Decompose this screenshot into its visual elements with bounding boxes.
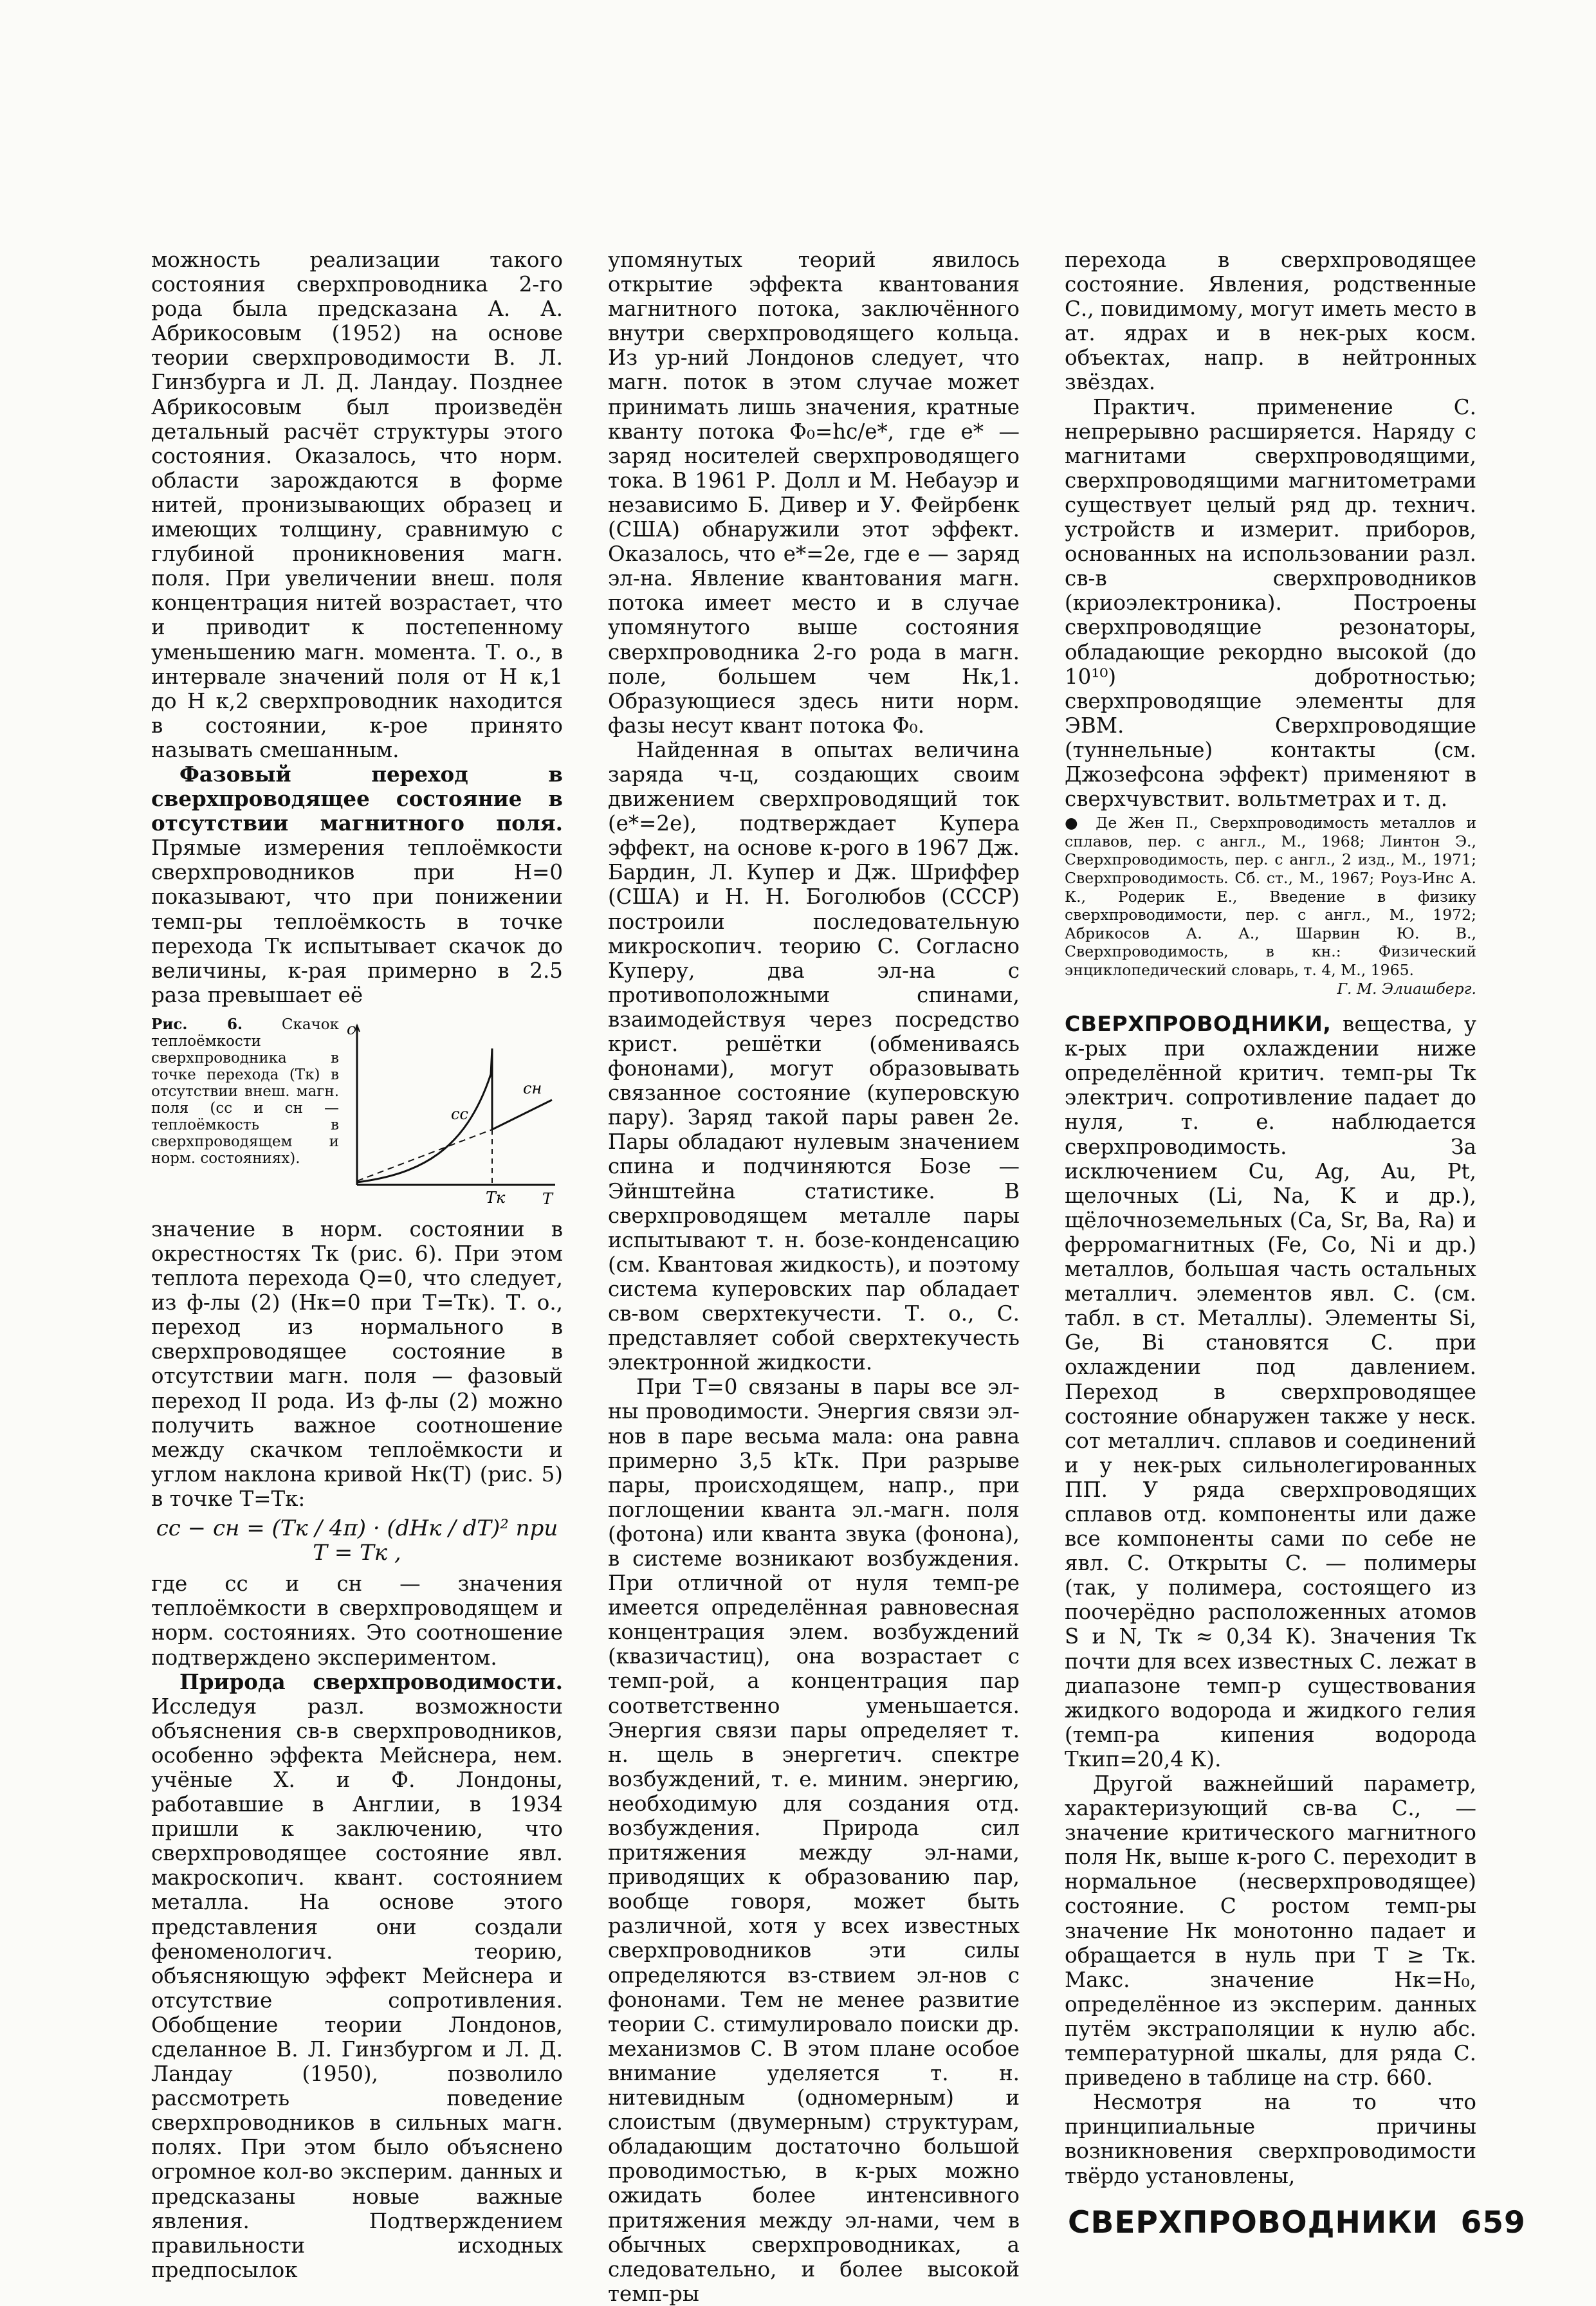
tick-label-tk: Tк <box>486 1188 506 1207</box>
figure-6 <box>151 1016 563 1209</box>
entry-title: СВЕРХПРОВОДНИКИ, <box>1065 1011 1332 1037</box>
author-signature: Г. М. Элиашберг. <box>1337 979 1476 998</box>
paragraph: перехода в сверхпроводящее состояние. Явления, родственные С., повидимому, могут иметь место в ат. ядрах и в нек-рых косм. объектах, напр. в нейтронных звёздах. <box>1065 248 1476 395</box>
normal-heat-capacity-extrapolation <box>357 1130 492 1181</box>
heat-capacity-graph <box>343 1016 562 1209</box>
paragraph: СВЕРХПРОВОДНИКИ, вещества, у к-рых при охлаждении ниже определённой критич. темп-ры Tк электрич. сопротивление падает до нуля, т. е. наблюдается сверхпроводимость. За исключением Cu, Ag, Au, Pt, щелочных (Li, Na, K и др.), щёлочноземельных (Ca, Sr, Ba, Ra) и ферромагнитных (Fe, Co, Ni и др.) металлов, большая часть остальных металлич. элементов явл. С. (см. табл. в ст. Металлы). Элементы Si, Ge, Bi становятся С. при охлаждении под давлением. Переход в сверхпроводящее состояние обнаружен также у неск. сот металлич. сплавов и соединений и у нек-рых сильнолегированных ПП. У ряда сверхпроводящих сплавов отд. компоненты или даже все компоненты сами по себе не явл. С. Открыты С. — полимеры (так, у полимера, состоящего из поочерёдно расположенных атомов S и N, Tк ≈ 0,34 К). Значения Tк почти для всех известных С. лежат в диапазоне темп-р существования жидкого водорода и жидкого гелия (темп-ра кипения водорода Tкип=20,4 К). <box>1065 1011 1476 1771</box>
section-heading-phase-transition: Фазовый переход в сверхпроводящее состояние в отсутствии магнитного поля. <box>151 761 563 836</box>
paragraph: можность реализации такого состояния сверхпроводника 2-го рода была предсказана А. А. Абрикосовым (1952) на основе теории сверхпроводимости В. Л. Гинзбурга и Л. Д. Ландау. Позднее Абрикосовым был произведён детальный расчёт структуры этого состояния. Оказалось, что норм. области зарождаются в форме нитей, пронизывающих образец и имеющих толщину, сравнимую с глубиной проникновения магн. поля. При увеличении внеш. поля концентрация нитей возрастает, что и приводит к постепенному уменьшению магн. момента. Т. о., в интервале значений поля от H к,1 до H к,2 сверхпроводник находится в состоянии, к-рое принято называть смешанным. <box>151 248 563 762</box>
normal-heat-capacity-line <box>492 1100 552 1130</box>
axis-label-c: c <box>347 1020 356 1038</box>
paragraph: Практич. применение С. непрерывно расширяется. Наряду с магнитами сверхпроводящими, сверхпроводящими магнитометрами существует целый ряд др. технич. устройств и измерит. приборов, основанных на использовании разл. св-в сверхпроводников (криоэлектроника). Построены сверхпроводящие резонаторы, обладающие рекордно высокой (до 10¹⁰) добротностью; сверхпроводящие элементы для ЭВМ. Сверхпроводящие (туннельные) контакты (см. Джозефсона эффект) применяют в сверхчувствит. вольтметрах и т. д. <box>1065 394 1476 812</box>
paragraph: Природа сверхпроводимости. Исследуя разл. возможности объяснения св-в сверхпроводников, особенно эффекта Мейснера, нем. учёные Х. и Ф. Лондоны, работавшие в Англии, в 1934 пришли к заключению, что сверхпроводящее состояние явл. макроскопич. квант. состоянием металла. На основе этого представления они создали феноменологич. теорию, объясняющую эффект Мейснера и отсутствие сопротивления. Обобщение теории Лондонов, сделанное В. Л. Гинзбургом и Л. Д. Ландау (1950), позволило рассмотреть поведение сверхпроводников в сильных магн. полях. При этом было объяснено огромное кол-во эксперим. данных и предсказаны новые важные явления. Подтверждением правильности исходных предпосылок <box>151 1669 563 2282</box>
paragraph: Несмотря на то что принципиальные причины возникновения сверхпроводимости твёрдо установлены, <box>1065 2090 1476 2188</box>
paragraph: упомянутых теорий явилось открытие эффекта квантования магнитного потока, заключённого внутри сверхпроводящего кольца. Из ур-ний Лондонов следует, что магн. поток в этом случае может принимать лишь значения, кратные кванту потока Φ₀=hc/e*, где e* — заряд носителей сверхпроводящего тока. В 1961 Р. Долл и М. Небауэр и независимо Б. Дивер и У. Фейрбенк (США) обнаружили этот эффект. Оказалось, что e*=2e, где e — заряд эл-на. Явление квантования магн. потока имеет место и в случае упомянутого выше состояния сверхпроводника 2-го рода в магн. поле, большем чем Hк,1. Образующиеся здесь нити норм. фазы несут квант потока Φ₀. <box>608 248 1020 738</box>
paragraph: где cс и cн — значения теплоёмкости в сверхпроводящем и норм. состояниях. Это соотношение подтверждено экспериментом. <box>151 1571 563 1670</box>
paragraph: При T=0 связаны в пары все эл-ны проводимости. Энергия связи эл-нов в паре весьма мала: она равна примерно 3,5 kTк. При разрыве пары, происходящем, напр., при поглощении кванта эл.-магн. поля (фотона) или кванта звука (фонона), в системе возникают возбуждения. При отличной от нуля темп-ре имеется определённая равновесная концентрация элем. возбуждений (квазичастиц), она возрастает с темп-рой, а концентрация пар соответственно уменьшается. Энергия связи пары определяет т. н. щель в энергетич. спектре возбуждений, т. е. миним. энергию, необходимую для создания отд. возбуждения. Природа сил притяжения между эл-нами, приводящих к образованию пар, вообще говоря, может быть различной, хотя у всех известных сверхпроводников эти силы определяются вз-ствием эл-нов с фононами. Тем не менее развитие теории С. стимулировало поиски др. механизмов С. В этом плане особое внимание уделяется т. н. нитевидным (одномерным) и слоистым (двумерным) структурам, обладающим достаточно большой проводимостью, в к-рых можно ожидать более интенсивного притяжения между эл-нами, чем в обычных сверхпроводниках, а следовательно, и более высокой темп-ры <box>608 1375 1020 2306</box>
column-1 <box>151 248 563 2282</box>
paragraph: значение в норм. состоянии в окрестностях Tк (рис. 6). При этом теплота перехода Q=0, что следует, из ф-лы (2) (Hк=0 при T=Tк). Т. о., переход из нормального в сверхпроводящее состояние в отсутствии магн. поля — фазовый переход II рода. Из ф-лы (2) можно получить важное соотношение между скачком теплоёмкости и углом наклона кривой Hк(T) (рис. 5) в точке T=Tк: <box>151 1216 563 1511</box>
curve-label-cs: cс <box>451 1104 468 1123</box>
curve-label-cn: cн <box>523 1079 542 1097</box>
running-head-title: СВЕРХПРОВОДНИКИ <box>1068 2205 1438 2240</box>
column-3 <box>1065 248 1476 2188</box>
heat-capacity-formula: cс − cн = (Tк / 4π) · (dHк / dT)² при T = Tк , <box>156 1515 558 1566</box>
section-heading-nature: Природа сверхпроводимости. <box>179 1669 563 1694</box>
superconducting-heat-capacity-curve <box>357 1048 492 1182</box>
paragraph: Другой важнейший параметр, характеризующий св-ва С., — значение критического магнитного поля Hк, выше к-рого С. переходит в нормальное (несверхпроводящее) состояние. С ростом темп-ры значение Hк монотонно падает и обращается в нуль при T ≥ Tк. Макс. значение Hк=H₀, определённое из эксперим. данных путём экстраполяции к нулю абс. температурной шкалы, для ряда С. приведено в таблице на стр. 660. <box>1065 1771 1476 2091</box>
page-number: 659 <box>1460 2205 1526 2240</box>
paragraph: Найденная в опытах величина заряда ч-ц, создающих своим движением сверхпроводящий ток (e*=2e), подтверждает Купера эффект, на основе к-рого в 1967 Дж. Бардин, Л. Купер и Дж. Шриффер (США) и Н. Н. Боголюбов (СССР) построили последовательную микроскопич. теорию С. Согласно Куперу, два эл-на с противоположными спинами, взаимодействуя через посредство крист. решётки (обмениваясь фононами), могут образовывать связанное состояние (куперовскую пару). Заряд такой пары равен 2e. Пары обладают нулевым значением спина и подчиняются Бозе — Эйнштейна статистике. В сверхпроводящем металле пары испытывают т. н. бозе-конденсацию (см. Квантовая жидкость), и поэтому система куперовских пар обладает св-вом сверхтекучести. Т. о., С. представляет собой сверхтекучесть электронной жидкости. <box>608 737 1020 1375</box>
running-head <box>1068 2205 1526 2240</box>
axis-label-T: T <box>542 1189 553 1208</box>
column-2 <box>608 248 1020 2306</box>
figure-caption: Рис. 6. Скачок теплоёмкости сверхпроводника в точке перехода (Tк) в отсутствии внеш. магн. поля (cс и cн — теплоёмкость в сверхпроводящем и норм. состояниях). <box>151 1015 339 1167</box>
references: ● Де Жен П., Сверхпроводимость металлов и сплавов, пер. с англ., М., 1968; Линтон Э., Сверхпроводимость, пер. с англ., 2 изд., М., 1971; Сверхпроводимость. Сб. ст., М., 1967; Роуз-Инс А. К., Родерик Е., Введение в физику сверхпроводимости, пер. с англ., М., 1972; Абрикосов А. А., Шарвин Ю. В., Сверхпроводимость, в кн.: Физический энциклопедический словарь, т. 4, М., 1965. <box>1065 814 1476 979</box>
paragraph: Фазовый переход в сверхпроводящее состояние в отсутствии магнитного поля. Прямые измерения теплоёмкости сверхпроводников при H=0 показывают, что при понижении темп-ры теплоёмкость в точке перехода Tк испытывает скачок до величины, к-рая примерно в 2.5 раза превышает её <box>151 761 563 1007</box>
